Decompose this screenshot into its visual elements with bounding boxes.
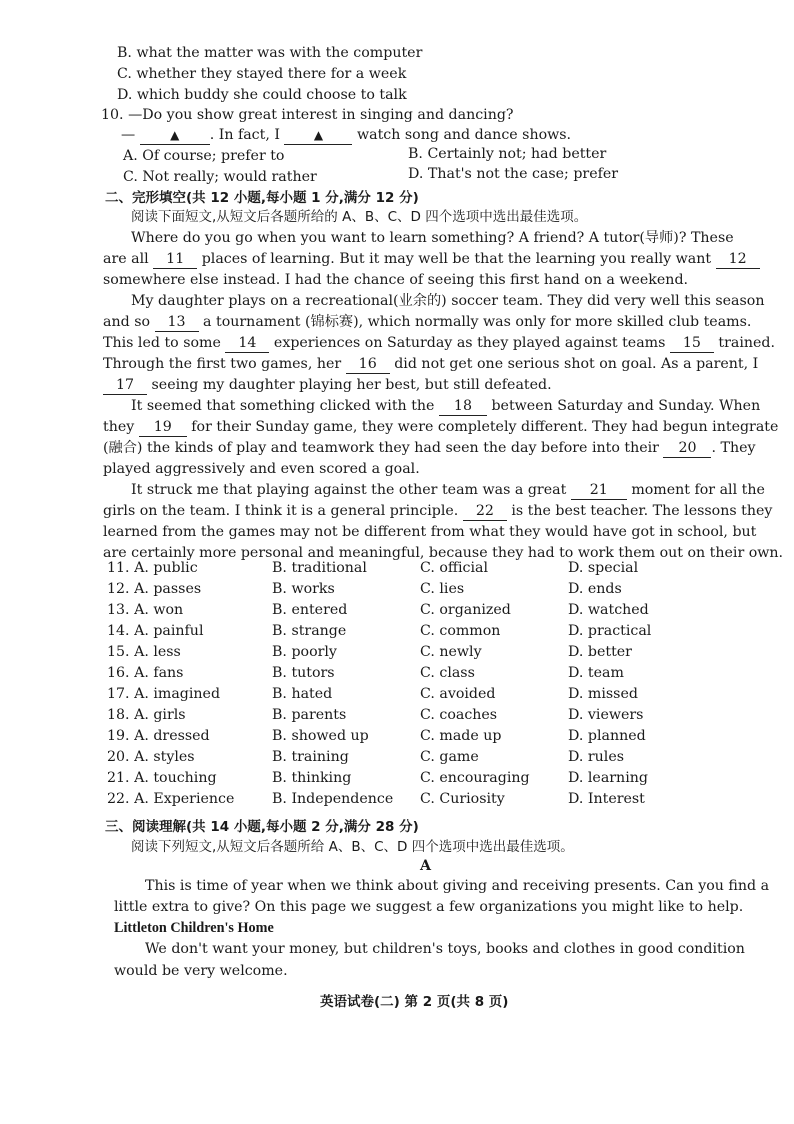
passage-line — [103, 250, 760, 269]
q9-option-b: B. what the matter was with the computer — [117, 45, 423, 61]
blank-14: 14 — [225, 334, 269, 353]
section2-instruction: 阅读下面短文,从短文后各题所给的 A、B、C、D 四个选项中选出最佳选项。 — [131, 209, 588, 225]
blank-22: 22 — [463, 502, 507, 521]
choice-option-a: 15. A. less — [107, 644, 181, 660]
choice-option-d: D. Interest — [568, 791, 645, 807]
choice-option-d: D. ends — [568, 581, 622, 597]
choice-option-c: C. common — [420, 623, 501, 639]
choice-option-d: D. learning — [568, 770, 648, 786]
passage-line: Where do you go when you want to learn something? A friend? A tutor(导师)? These — [131, 230, 734, 246]
choice-option-c: C. game — [420, 749, 479, 765]
q10-option-b: B. Certainly not; had better — [408, 146, 607, 162]
q10-dash: — — [121, 127, 136, 143]
choice-option-c: C. newly — [420, 644, 482, 660]
blank-triangle-icon: ▲ — [313, 128, 324, 142]
choice-option-b: B. strange — [272, 623, 347, 639]
blank-12: 12 — [716, 250, 760, 269]
passage-letter: A — [420, 858, 432, 874]
choice-option-c: C. class — [420, 665, 475, 681]
passage-text: seeing my daughter playing her best, but still defeated. — [151, 377, 552, 393]
choice-option-a: 11. A. public — [107, 560, 198, 576]
passage-text: Through the first two games, her — [103, 356, 342, 372]
choice-option-a: 21. A. touching — [107, 770, 217, 786]
choice-option-b: B. hated — [272, 686, 333, 702]
blank-triangle-icon: ▲ — [170, 128, 180, 142]
passage-text: between Saturday and Sunday. When — [491, 398, 761, 414]
passage-line — [103, 439, 756, 458]
choice-option-d: D. viewers — [568, 707, 644, 723]
blank-21: 21 — [571, 481, 627, 500]
passage-text: It seemed that something clicked with the — [131, 398, 435, 414]
passage-line — [131, 397, 760, 416]
choice-option-c: C. made up — [420, 728, 502, 744]
passage-line — [103, 376, 552, 395]
passage-line — [103, 313, 751, 332]
q10-end-text: watch song and dance shows. — [357, 127, 572, 143]
choice-option-b: B. showed up — [272, 728, 369, 744]
blank-15: 15 — [670, 334, 714, 353]
choice-option-c: C. encouraging — [420, 770, 530, 786]
choice-option-d: D. better — [568, 644, 632, 660]
choice-option-b: B. poorly — [272, 644, 337, 660]
blank-19: 19 — [139, 418, 187, 437]
passage-text: a tournament (锦标赛), which normally was only for more skilled club teams. — [203, 314, 752, 330]
passage-text: It struck me that playing against the other team was a great — [131, 482, 567, 498]
choice-option-a: 19. A. dressed — [107, 728, 210, 744]
q10-option-d: D. That's not the case; prefer — [408, 166, 619, 182]
choice-option-b: B. works — [272, 581, 335, 597]
q10-blank-2 — [284, 126, 352, 145]
passage-line — [103, 502, 772, 521]
passage-text: they — [103, 419, 135, 435]
blank-18: 18 — [439, 397, 487, 416]
passage-line: somewhere else instead. I had the chance of seeing this first hand on a weekend. — [103, 272, 689, 288]
choice-option-c: C. coaches — [420, 707, 498, 723]
section2-heading: 二、完形填空(共 12 小题,每小题 1 分,满分 12 分) — [105, 190, 419, 206]
passage-text: did not get one serious shot on goal. As a parent, I — [394, 356, 759, 372]
passage-line — [103, 334, 775, 353]
q10-blank-1 — [140, 126, 210, 145]
q10-answer-line — [121, 126, 571, 145]
q9-option-d: D. which buddy she could choose to talk — [117, 87, 407, 103]
passage-text: is the best teacher. The lessons they — [511, 503, 773, 519]
choice-option-a: 12. A. passes — [107, 581, 202, 597]
choice-option-d: D. practical — [568, 623, 652, 639]
passage-line: learned from the games may not be different from what they would have got in school, but — [103, 524, 757, 540]
passage-text: This led to some — [103, 335, 221, 351]
choice-option-d: D. team — [568, 665, 624, 681]
blank-20: 20 — [663, 439, 711, 458]
passage-text: moment for all the — [631, 482, 765, 498]
blank-11: 11 — [153, 250, 197, 269]
organization-text-line: We don't want your money, but children's toys, books and clothes in good condition — [145, 941, 745, 957]
choice-option-a: 18. A. girls — [107, 707, 186, 723]
q10-option-c: C. Not really; would rather — [123, 169, 317, 185]
choice-option-c: C. organized — [420, 602, 511, 618]
passage-text: girls on the team. I think it is a general principle. — [103, 503, 459, 519]
passage-line — [103, 418, 778, 437]
blank-13: 13 — [155, 313, 199, 332]
choice-option-b: B. parents — [272, 707, 347, 723]
q10-mid-text: . In fact, I — [209, 127, 280, 143]
passage-text: trained. — [718, 335, 776, 351]
choice-option-b: B. training — [272, 749, 349, 765]
organization-title: Littleton Children's Home — [114, 920, 274, 936]
choice-option-c: C. Curiosity — [420, 791, 505, 807]
passage-line: are certainly more personal and meaningful, because they had to work them out on their own. — [103, 545, 784, 561]
choice-option-b: B. entered — [272, 602, 348, 618]
q10-stem: 10. —Do you show great interest in singing and dancing? — [101, 107, 514, 123]
choice-option-a: 14. A. painful — [107, 623, 204, 639]
page-footer: 英语试卷(二) 第 2 页(共 8 页) — [320, 994, 509, 1010]
passage-line — [103, 355, 758, 374]
choice-option-d: D. special — [568, 560, 639, 576]
passage-text: . They — [711, 440, 756, 456]
section3-heading: 三、阅读理解(共 14 小题,每小题 2 分,满分 28 分) — [105, 819, 419, 835]
section3-instruction: 阅读下列短文,从短文后各题所给 A、B、C、D 四个选项中选出最佳选项。 — [131, 839, 574, 855]
choice-option-a: 22. A. Experience — [107, 791, 235, 807]
q10-option-a: A. Of course; prefer to — [123, 148, 285, 164]
passage-line — [131, 481, 765, 500]
choice-option-b: B. thinking — [272, 770, 352, 786]
choice-option-d: D. rules — [568, 749, 625, 765]
blank-16: 16 — [346, 355, 390, 374]
blank-17: 17 — [103, 376, 147, 395]
choice-option-b: B. traditional — [272, 560, 367, 576]
choice-option-b: B. tutors — [272, 665, 335, 681]
reading-intro-line: little extra to give? On this page we suggest a few organizations you might like to help. — [114, 899, 744, 915]
organization-text-line: would be very welcome. — [114, 963, 288, 979]
reading-intro-line: This is time of year when we think about giving and receiving presents. Can you find a — [145, 878, 770, 894]
choice-option-a: 13. A. won — [107, 602, 184, 618]
passage-text: and so — [103, 314, 151, 330]
choice-option-c: C. lies — [420, 581, 465, 597]
choice-option-c: C. official — [420, 560, 489, 576]
choice-option-d: D. planned — [568, 728, 646, 744]
passage-text: (融合) the kinds of play and teamwork they had seen the day before into their — [103, 440, 659, 456]
passage-text: for their Sunday game, they were completely different. They had begun integrate — [191, 419, 779, 435]
passage-text: places of learning. But it may well be that the learning you really want — [201, 251, 712, 267]
choice-option-d: D. missed — [568, 686, 638, 702]
q9-option-c: C. whether they stayed there for a week — [117, 66, 407, 82]
choice-option-b: B. Independence — [272, 791, 394, 807]
passage-line: played aggressively and even scored a goal. — [103, 461, 420, 477]
choice-option-c: C. avoided — [420, 686, 496, 702]
choice-option-a: 16. A. fans — [107, 665, 184, 681]
choice-option-a: 20. A. styles — [107, 749, 195, 765]
passage-line: My daughter plays on a recreational(业余的) soccer team. They did very well this season — [131, 293, 765, 309]
passage-text: experiences on Saturday as they played against teams — [273, 335, 666, 351]
choice-option-a: 17. A. imagined — [107, 686, 221, 702]
choice-option-d: D. watched — [568, 602, 649, 618]
passage-text: are all — [103, 251, 149, 267]
